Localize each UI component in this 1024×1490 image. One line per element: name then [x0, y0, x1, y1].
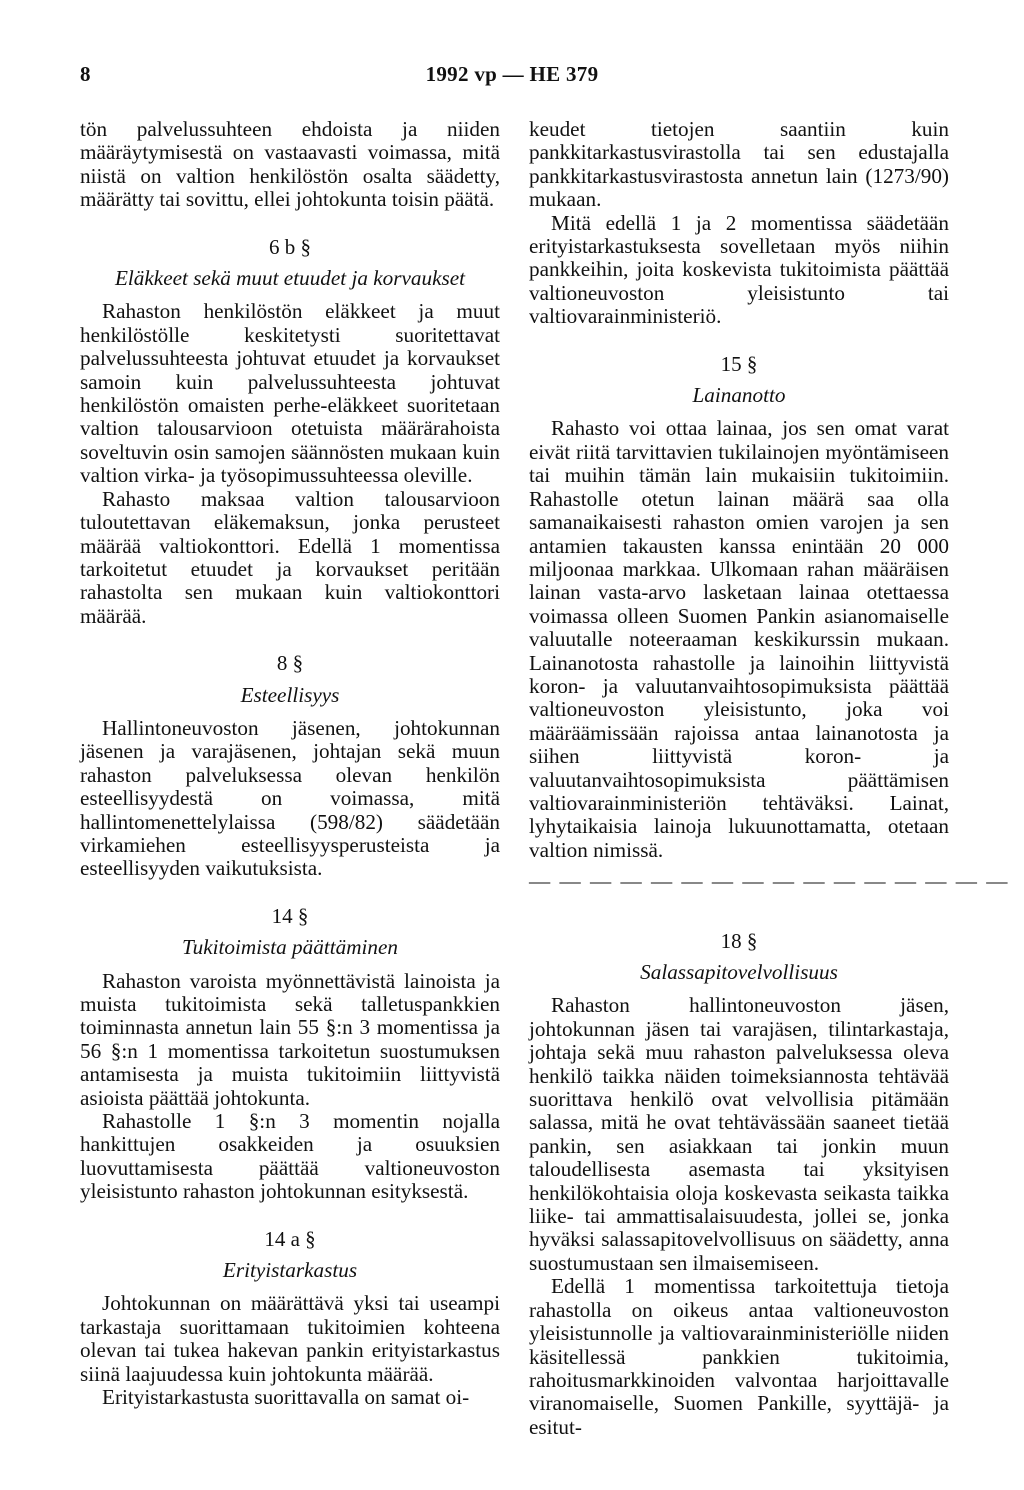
paragraph: Hallintoneuvoston jäsenen, johtokunnan jäsenen ja varajäsenen, johtajan sekä muun rahaston palveluksessa olevan henkilön esteellisyydestä on voimassa, mitä hallintomenettelylaissa (598/82) säädetään virkamiehen esteellisyysperusteista ja esteellisyyden vaikutuksista. [80, 715, 500, 881]
paragraph: Erityistarkastusta suorittavalla on samat oi- [102, 1385, 470, 1410]
page-header [0, 62, 1024, 96]
paragraph: Edellä 1 momentissa tarkoitettuja tietoja rahastolla on oikeus antaa valtioneuvoston yleisistunnolle ja valtiovarainministeriölle niiden käsitellessä pankkien tukitoimia, rahoitusmarkkinoiden valvontaa harjoittavalle viranomaiselle, Suomen Pankille, syyttäjä- ja esitut- [529, 1274, 949, 1439]
paragraph: Rahaston henkilöstön eläkkeet ja muut henkilöstölle keskitetysti suoritettavat palvelussuhteesta johtuvat etuudet ja korvaukset samoin kuin palvelussuhteesta johtuvat henkilöstön omaisten perhe-eläkkeet suoritetaan valtion talousarvioon otetuista määrärahoista soveltuvin osin samojen säännösten mukaan kuin valtion virka- ja työsopimussuhteessa oleville. [80, 299, 500, 488]
right-column [529, 117, 1010, 1439]
section-title: Erityistarkastus [222, 1258, 358, 1283]
section-title: Eläkkeet sekä muut etuudet ja korvaukset [114, 266, 466, 291]
paragraph: Mitä edellä 1 ja 2 momentissa säädetään erityistarkastuksesta sovelletaan myös niihin pankkeihin, joita koskevista tukitoimista päättää valtioneuvoston yleisistunto tai valtiovarainministeriö. [529, 210, 949, 329]
section-title: Lainanotto [692, 383, 786, 408]
section-title: Esteellisyys [240, 682, 340, 707]
page-number: 8 [80, 62, 91, 86]
left-column [80, 118, 500, 1410]
section-number: 8 § [276, 651, 304, 676]
section-title: Tukitoimista päättäminen [181, 935, 398, 960]
section-number: 18 § [720, 928, 758, 953]
paragraph: Rahastolle 1 §:n 3 momentin nojalla hankittujen osakkeiden ja osuuksien luovuttamisesta päättää valtioneuvoston yleisistunto rahaston johtokunnan esityksestä. [80, 1109, 500, 1204]
omission-dashes: — — — — — — — — — — — — — — — — [529, 869, 1010, 894]
section-number: 15 § [720, 351, 758, 376]
paragraph: Rahasto maksaa valtion talousarvioon tuloutettavan eläkemaksun, jonka perusteet määrää valtiokonttori. Edellä 1 momentissa tarkoitetut etuudet ja korvaukset peritään rahastolta sen mukaan kuin valtiokonttori määrää. [80, 486, 500, 628]
paragraph: tön palvelussuhteen ehdoista ja niiden määräytymisestä on vastaavasti voimassa, mitä niistä on valtion henkilöstön osalta säädetty, määrätty tai sovittu, ellei johtokunta toisin päätä. [80, 117, 500, 212]
running-head: 1992 vp — HE 379 [425, 62, 599, 86]
section-number: 6 b § [269, 234, 311, 259]
paragraph: Rahaston hallintoneuvoston jäsen, johtokunnan jäsen tai varajäsen, tilintarkastaja, johtaja sekä muu rahaston palveluksessa oleva henkilö taikka näiden toimeksiannosta tehtävää suorittava henkilö ovat velvollisia pitämään salassa, mitä he ovat tehtävässään saaneet tietää pankin, sen asiakkaan tai jonkin muun taloudellisesta asemasta tai yksityisen henkilökohtaisia oloja koskevasta seikasta taikka liike- tai ammattisalaisuudesta, jollei se, jonka hyväksi salassapitovelvollisuus on säädetty, anna suostumustaan sen ilmaisemiseen. [529, 993, 949, 1275]
paragraph: Johtokunnan on määrättävä yksi tai useampi tarkastaja suorittamaan tukitoimien kohteena olevan tai tukea hakevan pankin erityistarkastus siinä laajuudessa kuin johtokunta määrää. [80, 1291, 500, 1386]
section-number: 14 a § [264, 1226, 316, 1251]
section-number: 14 § [271, 903, 309, 928]
paragraph: keudet tietojen saantiin kuin pankkitarkastusvirastolla tai sen edustajalla pankkitarkastusvirastosta annetun lain (1273/90) mukaan. [529, 117, 949, 212]
paragraph: Rahasto voi ottaa lainaa, jos sen omat varat eivät riitä tarvittavien tukilainojen myöntämiseen tai muihin tämän lain mukaisiin tukitoimiin. Rahastolle otetun lainan määrä saa olla samanaikaisesti rahaston omien varojen ja sen antamien takausten kanssa enintään 20 000 miljoonaa markkaa. Ulkomaan rahan määräisen lainan vasta-arvo lasketaan lainaa otettaessa voimassa olleen Suomen Pankin asianomaiselle valuutalle noteeraaman keskikurssin mukaan. Lainanotosta rahastolle ja lainoihin liittyvistä koron- ja valuutanvaihtosopimuksista päättää valtioneuvoston yleisistunto, joka voi määräämissään rajoissa antaa lainanotosta ja siihen liittyvistä koron- ja valuutanvaihtosopimuksista päättämisen valtiovarainministeriön tehtäväksi. Lainat, lyhytaikaisia lainoja lukuunottamatta, otetaan valtion nimissä. [529, 416, 949, 862]
section-title: Salassapitovelvollisuus [640, 960, 838, 984]
paragraph: Rahaston varoista myönnettävistä lainoista ja muista tukitoimista sekä talletuspankkien toiminnasta annetun lain 55 §:n 3 momentissa ja 56 §:n 1 momentissa tarkoitetun suostumuksen antamisesta ja muista tukitoimiin liittyvistä asioista päättää johtokunta. [80, 968, 500, 1110]
